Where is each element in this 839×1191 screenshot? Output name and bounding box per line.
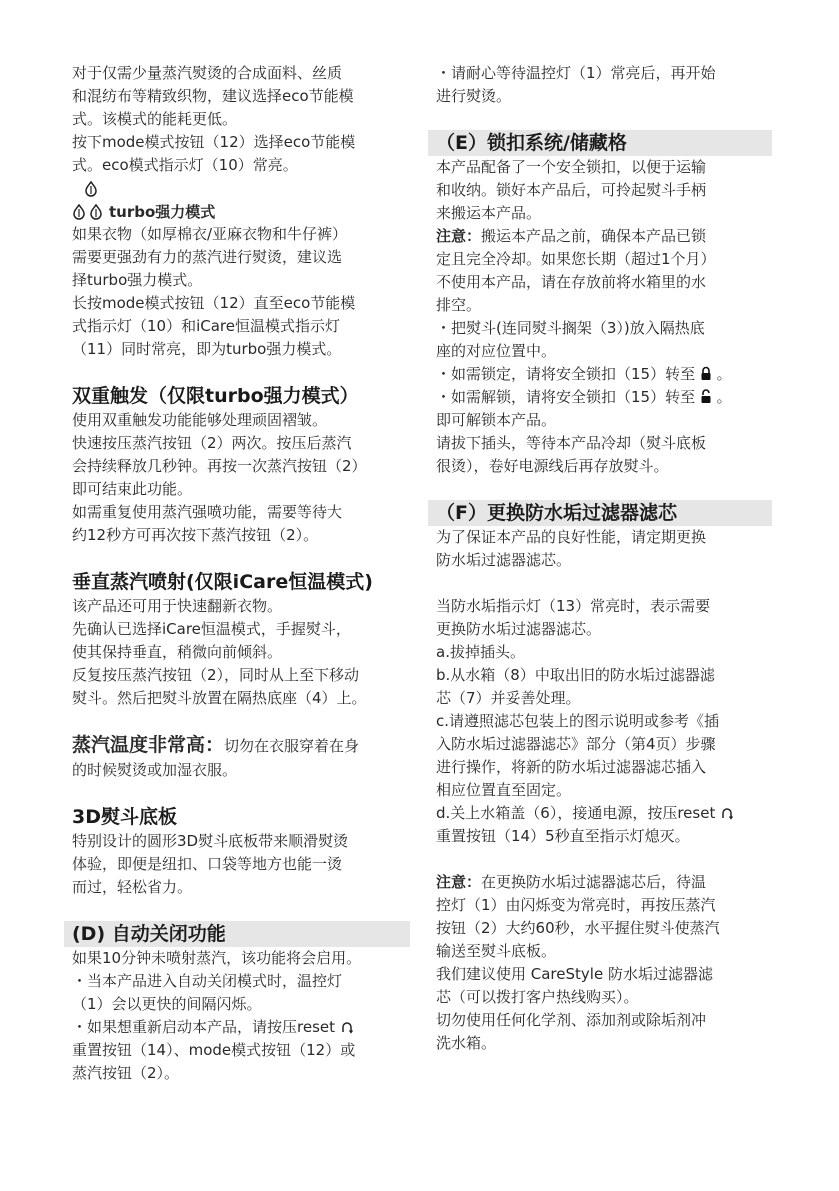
text-line: b.从水箱（8）中取出旧的防水垢过滤器滤 <box>436 666 715 684</box>
section-title-filter: （F）更换防水垢过滤器滤芯 <box>428 500 772 526</box>
text-line: 使其保持垂直，稍微向前倾斜。 <box>72 643 283 661</box>
text-line: 很烫），卷好电源线后再存放熨斗。 <box>436 457 669 475</box>
text-line: 我们建议使用 CareStyle 防水垢过滤器滤 <box>436 965 713 983</box>
hot-steam-warning-text: 切勿在衣服穿着在身 <box>224 737 360 755</box>
text-line: 重置按钮（14）5秒直至指示灯熄灭。 <box>436 827 690 845</box>
text-line: 择turbo强力模式。 <box>72 271 203 289</box>
text-line: 体验，即便是纽扣、口袋等地方也能一烫 <box>72 855 343 873</box>
reset-icon <box>720 806 734 820</box>
text-line: 不使用本产品，请在存放前将水箱里的水 <box>436 273 707 291</box>
steam-drop-icon <box>72 204 86 220</box>
text-line: 会持续释放几秒钟。再按一次蒸汽按钮（2） <box>72 457 367 475</box>
text-line: ・如需解锁，请将安全锁扣（15）转至 <box>436 388 696 406</box>
unlocked-padlock-icon <box>700 389 712 404</box>
text-line: 快速按压蒸汽按钮（2）两次。按压后蒸汽 <box>72 434 352 452</box>
text-line: 芯（7）并妥善处理。 <box>436 689 581 707</box>
text-line: 特别设计的圆形3D熨斗底板带来顺滑熨烫 <box>72 832 349 850</box>
steam-drop-icon <box>89 204 103 220</box>
text-line: 和收纳。锁好本产品后，可拎起熨斗手柄 <box>436 181 707 199</box>
text-line: 进行操作，将新的防水垢过滤器滤芯插入 <box>436 758 707 776</box>
text-line: 输送至熨斗底板。 <box>436 942 557 960</box>
text-line: 更换防水垢过滤器滤芯。 <box>436 620 602 638</box>
unlock-step: ・如需解锁，请将安全锁扣（15）转至 。 <box>436 388 732 406</box>
text-line: 先确认已选择iCare恒温模式，手握熨斗， <box>72 620 351 638</box>
note-label: 注意： <box>436 873 482 891</box>
section-title-auto-off: (D) 自动关闭功能 <box>64 921 410 947</box>
text-line: d.关上水箱盖（6），接通电源，按压reset <box>436 804 716 822</box>
text-line: 排空。 <box>436 296 482 314</box>
text-line: 式。eco模式指示灯（10）常亮。 <box>72 156 298 174</box>
text-line: ・请耐心等待温控灯（1）常亮后，再开始 <box>436 64 716 82</box>
steam-level-icon-row <box>72 177 410 200</box>
text-line: 座的对应位置中。 <box>436 342 557 360</box>
text-line: 搬运本产品之前，确保本产品已锁 <box>481 227 707 245</box>
text-line: ・如需锁定，请将安全锁扣（15）转至 <box>436 365 696 383</box>
section-title-soleplate: 3D熨斗底板 <box>72 806 177 828</box>
text-line: 防水垢过滤器滤芯。 <box>436 551 572 569</box>
text-line: 该产品还可用于快速翻新衣物。 <box>72 597 283 615</box>
right-column <box>436 62 772 1055</box>
text-line: 相应位置直至固定。 <box>436 781 572 799</box>
section-title-double-trigger: 双重触发（仅限turbo强力模式） <box>72 385 359 407</box>
lock-step: ・如需锁定，请将安全锁扣（15）转至 。 <box>436 365 732 383</box>
text-line: 熨斗。然后把熨斗放置在隔热底座（4）上。 <box>72 689 367 707</box>
text-line: 定且完全冷却。如果您长期（超过1个月） <box>436 250 716 268</box>
text-line: 如需重复使用蒸汽强喷功能，需要等待大 <box>72 503 343 521</box>
left-column <box>72 62 410 1085</box>
text-line: 本产品配备了一个安全锁扣，以便于运输 <box>436 158 707 176</box>
text-line: 洗水箱。 <box>436 1034 497 1052</box>
text-line: 按钮（2）大约60秒，水平握住熨斗使蒸汽 <box>436 919 720 937</box>
text-line: 蒸汽按钮（2）。 <box>72 1064 180 1082</box>
text-line: 即可解锁本产品。 <box>436 411 557 429</box>
text-line: ・如果想重新启动本产品，请按压reset <box>72 1018 335 1036</box>
hot-steam-warning-lead: 蒸汽温度非常高： <box>72 734 225 756</box>
text-line: 即可结束此功能。 <box>72 480 193 498</box>
filter-step-d <box>436 802 772 825</box>
section-title-lock: （E）锁扣系统/储藏格 <box>428 130 772 156</box>
text-line: 的时候熨烫或加湿衣服。 <box>72 761 238 779</box>
text-line: 对于仅需少量蒸汽熨烫的合成面料、丝质 <box>72 64 343 82</box>
text-line: 如果衣物（如厚棉衣/亚麻衣物和牛仔裤） <box>72 225 348 243</box>
text-line: 式指示灯（10）和iCare恒温模式指示灯 <box>72 317 340 335</box>
text-line: 反复按压蒸汽按钮（2），同时从上至下移动 <box>72 666 360 684</box>
text-line: 请拔下插头，等待本产品冷却（熨斗底板 <box>436 434 707 452</box>
text-line: 重置按钮（14）、mode模式按钮（12）或 <box>72 1041 356 1059</box>
text-line: 约12秒方可再次按下蒸汽按钮（2）。 <box>72 526 319 544</box>
text-line: a.拔掉插头。 <box>436 643 525 661</box>
locked-padlock-icon <box>700 366 712 381</box>
reset-line <box>72 1016 410 1039</box>
text-line: 芯（可以拨打客户热线购买）。 <box>436 988 639 1006</box>
text-line: 使用双重触发功能能够处理顽固褶皱。 <box>72 411 328 429</box>
text-line: 切勿使用任何化学剂、添加剂或除垢剂冲 <box>436 1011 707 1029</box>
section-title-vertical-steam: 垂直蒸汽喷射(仅限iCare恒温模式) <box>72 571 373 593</box>
lock-note <box>436 225 772 248</box>
text-line: ・把熨斗(连同熨斗搁架（3）)放入隔热底 <box>436 319 705 337</box>
text-line: 按下mode模式按钮（12）选择eco节能模 <box>72 133 356 151</box>
text-line: ・当本产品进入自动关闭模式时，温控灯 <box>72 972 343 990</box>
text-line: 入防水垢过滤器滤芯》部分（第4页）步骤 <box>436 735 716 753</box>
text-line: 和混纺布等精致织物，建议选择eco节能模 <box>72 87 354 105</box>
text-line: 控灯（1）由闪烁变为常亮时，再按压蒸汽 <box>436 896 716 914</box>
note-label: 注意： <box>436 227 482 245</box>
text-line: 需要更强劲有力的蒸汽进行熨烫，建议选 <box>72 248 343 266</box>
text-line: 来搬运本产品。 <box>436 204 542 222</box>
text-line: c.请遵照滤芯包装上的图示说明或参考《插 <box>436 712 720 730</box>
text-line: 进行熨烫。 <box>436 87 512 105</box>
text-line: 当防水垢指示灯（13）常亮时，表示需要 <box>436 597 711 615</box>
reset-icon <box>340 1020 354 1034</box>
hot-steam-warning <box>72 732 410 759</box>
text-line: 如果10分钟未喷射蒸汽，该功能将会启用。 <box>72 949 362 967</box>
filter-note <box>436 871 772 894</box>
text-line: （1）会以更快的间隔闪烁。 <box>72 995 262 1013</box>
text-line: 为了保证本产品的良好性能，请定期更换 <box>436 528 707 546</box>
text-line: （11）同时常亮，即为turbo强力模式。 <box>72 340 342 358</box>
text-line: 在更换防水垢过滤器滤芯后，待温 <box>481 873 707 891</box>
steam-drop-icon <box>84 181 98 197</box>
text-line: 式。该模式的能耗更低。 <box>72 110 238 128</box>
text-line: 长按mode模式按钮（12）直至eco节能模 <box>72 294 356 312</box>
turbo-heading: turbo强力模式 <box>109 203 216 221</box>
text-line: 而过，轻松省力。 <box>72 878 193 896</box>
turbo-heading-row <box>72 200 410 223</box>
